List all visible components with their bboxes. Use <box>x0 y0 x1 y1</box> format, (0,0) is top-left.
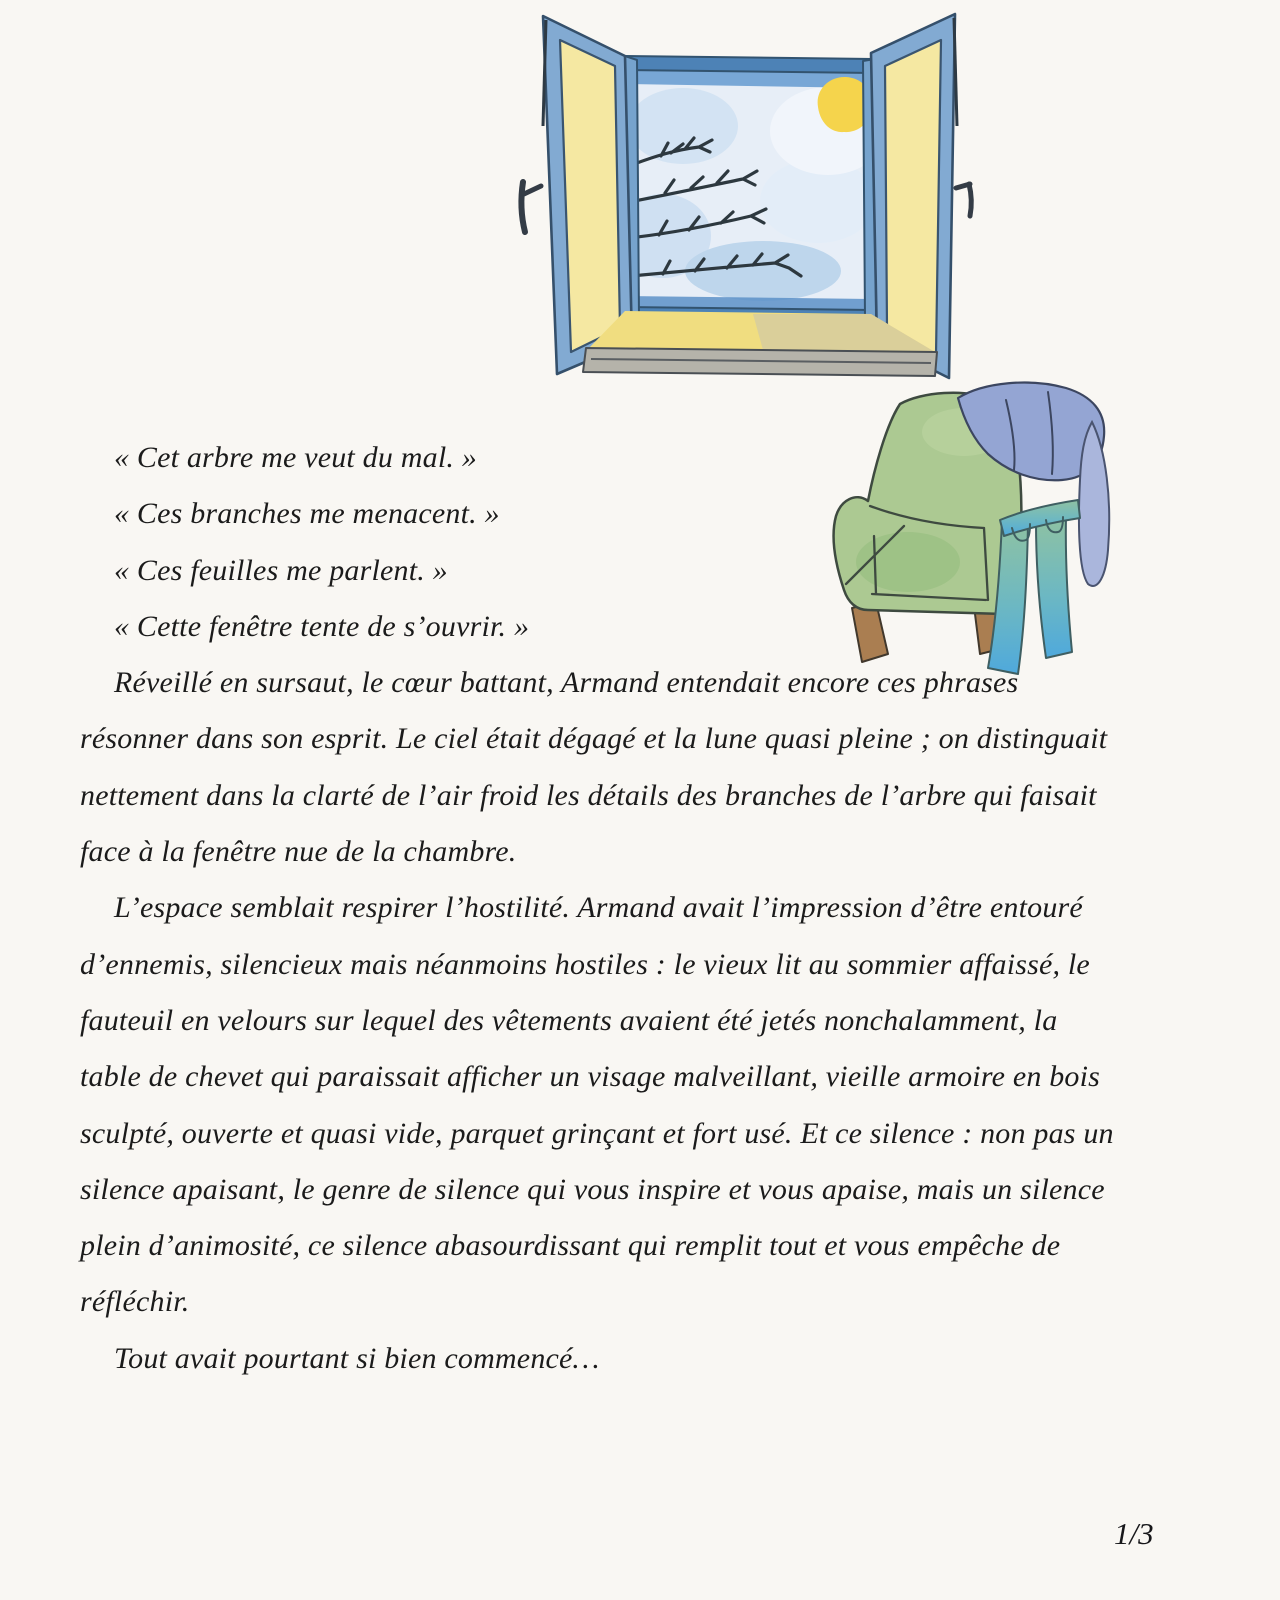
story-line: « Ces branches me menacent. » <box>114 497 500 531</box>
story-line: résonner dans son esprit. Le ciel était dégagé et la lune quasi pleine ; on distinguait <box>80 722 1108 756</box>
story-line: « Cette fenêtre tente de s’ouvrir. » <box>114 609 530 643</box>
story-line: nettement dans la clarté de l’air froid les détails des branches de l’arbre qui faisait <box>80 778 1097 812</box>
story-line: « Cet arbre me veut du mal. » <box>114 441 477 474</box>
story-line: L’espace semblait respirer l’hostilité. Armand avait l’impression d’être entouré <box>114 891 1083 925</box>
story-line: plein d’animosité, ce silence abasourdissant qui remplit tout et vous empêche de <box>80 1229 1061 1263</box>
story-text <box>80 430 1180 1387</box>
story-line: sculpté, ouverte et quasi vide, parquet grinçant et fort usé. Et ce silence : non pas un <box>80 1116 1114 1150</box>
story-line: Tout avait pourtant si bien commencé… <box>114 1341 600 1375</box>
story-line: Réveillé en sursaut, le cœur battant, Armand entendait encore ces phrases <box>114 666 1019 700</box>
story-line: « Ces feuilles me parlent. » <box>114 553 448 587</box>
story-line: face à la fenêtre nue de la chambre. <box>80 835 517 869</box>
story-line: réfléchir. <box>80 1285 190 1319</box>
story-line: fauteuil en velours sur lequel des vêtements avaient été jetés nonchalamment, la <box>80 1003 1058 1037</box>
story-line: silence apaisant, le genre de silence qui vous inspire et vous apaise, mais un silence <box>80 1172 1105 1206</box>
story-line: d’ennemis, silencieux mais néanmoins hostiles : le vieux lit au sommier affaissé, le <box>80 947 1090 981</box>
page-number: 1/3 <box>1114 1516 1154 1551</box>
story-line: table de chevet qui paraissait afficher un visage malveillant, vieille armoire en bois <box>80 1060 1101 1094</box>
open-window-illustration <box>513 6 989 392</box>
